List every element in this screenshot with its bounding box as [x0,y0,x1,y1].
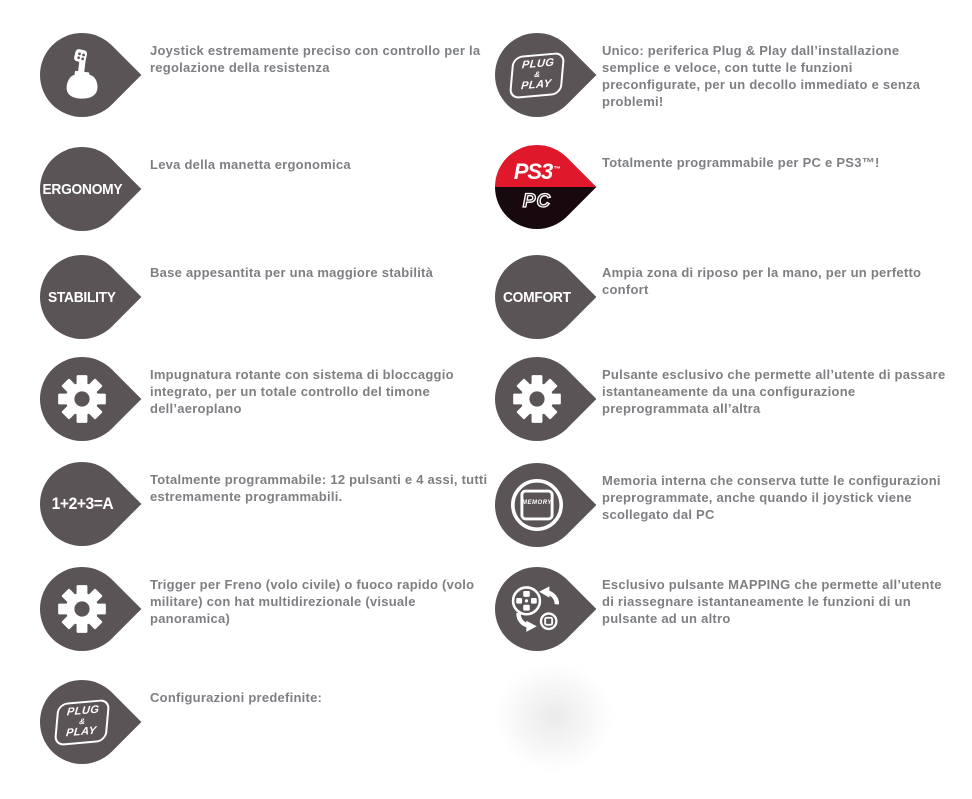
feature-text: Trigger per Freno (volo civile) o fuoco rapido (volo militare) con hat multidirezionale (visuale panoramica) [150,577,475,627]
gear-icon [56,583,108,635]
plug-play-icon [509,51,566,98]
mapping-badge [495,567,599,651]
programmable-badge-label: 1+2+3=A [51,494,113,513]
memory-icon [508,476,566,534]
plug-play-line: PLAY [65,724,97,739]
feature-column-left [40,0,488,799]
feature-item [40,680,472,780]
feature-item [40,255,472,355]
feature-text: Totalmente programmabile: 12 pulsanti e 4 assi, tutti estremamente programmabili. [150,472,488,505]
feature-text: Base appesantita per una maggiore stabilità [150,265,434,280]
feature-text: Pulsante esclusivo che permette all’utente di passare istantaneamente da una configurazione preprogrammata all’altra [602,367,946,417]
plug-play-badge [40,680,144,764]
trigger-badge [40,567,144,651]
feature-item [40,357,472,457]
feature-text: Ampia zona di riposo per la mano, per un perfetto confort [602,265,922,298]
joystick-icon [55,48,109,102]
precision-badge [40,33,144,117]
feature-item [495,33,950,133]
ps3-label: PS3 [513,159,553,184]
feature-text: Joystick estremamente preciso con controllo per la regolazione della resistenza [150,43,481,76]
ps3-logo [495,147,579,187]
plug-play-line: PLUG [521,56,555,71]
plug-play-badge [495,33,599,117]
feature-text: Impugnatura rotante con sistema di bloccaggio integrato, per un totale controllo del timone dell’aeroplano [150,367,454,417]
memory-badge [495,463,599,547]
programmable-badge [40,462,144,546]
twist-handle-badge [40,357,144,441]
mapping-icon [509,581,565,637]
comfort-badge [495,255,599,339]
feature-text: Totalmente programmabile per PC e PS3™! [602,155,880,170]
feature-text: Esclusivo pulsante MAPPING che permette all’utente di riassegnare istantaneamente le funzioni di un pulsante ad un altro [602,577,942,627]
plug-play-icon [54,698,111,745]
stability-badge [40,255,144,339]
ergonomy-badge-label: ERGONOMY [42,180,122,198]
pc-logo [495,187,579,227]
feature-item [495,145,950,245]
pc-label: PC [522,191,552,212]
memory-label: MEMORY [522,500,552,506]
ps3-pc-badge [495,145,599,229]
faded-watermark-image [496,664,612,770]
feature-text: Leva della manetta ergonomica [150,157,351,172]
feature-item [495,463,950,563]
feature-text: Configurazioni predefinite: [150,690,323,705]
feature-text: Unico: periferica Plug & Play dall’installazione semplice e veloce, con tutte le funzioni preconfigurate, per un decollo immediato e senza problemi! [602,43,921,110]
preset-switch-badge [495,357,599,441]
plug-play-line: PLUG [66,703,100,718]
feature-item [495,357,950,457]
plug-play-line: PLAY [520,77,552,92]
feature-item [40,33,481,133]
plug-play-line: & [78,716,86,726]
feature-item [495,567,950,667]
feature-item [40,462,488,562]
feature-text: Memoria interna che conserva tutte le configurazioni preprogrammate, anche quando il joystick viene scollegato dal PC [602,473,941,523]
plug-play-line: & [533,69,541,79]
stability-badge-label: STABILITY [48,288,116,306]
feature-item [495,255,950,355]
comfort-badge-label: COMFORT [503,288,571,306]
feature-item [40,147,472,247]
gear-icon [511,373,563,425]
feature-item [40,567,475,667]
ergonomy-badge [40,147,144,231]
trademark-symbol: ™ [553,166,561,173]
gear-icon [56,373,108,425]
